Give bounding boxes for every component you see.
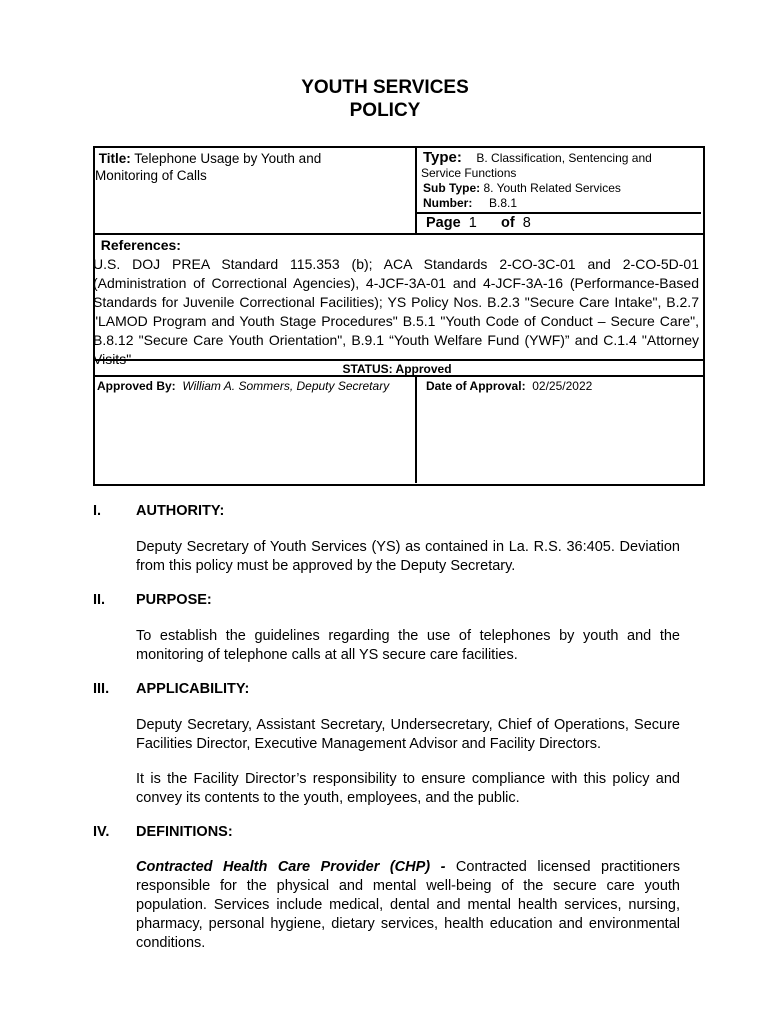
section-number: IV.	[93, 824, 110, 840]
page-cell	[426, 215, 531, 232]
divider-title-refs	[93, 233, 703, 235]
applicability-paragraph-1: Deputy Secretary, Assistant Secretary, Undersecretary, Chief of Operations, Secure Facilities Director, Executive Management Advisor and Facility Directors.	[136, 717, 680, 752]
type-cell	[423, 149, 699, 211]
page-label: Page	[426, 215, 461, 231]
title-value-2: Monitoring of Calls	[95, 168, 207, 183]
date-label: Date of Approval:	[426, 379, 526, 393]
references-cell	[93, 236, 699, 369]
title-label: Title:	[98, 151, 131, 166]
approved-by-cell	[97, 379, 389, 394]
section-number: I.	[93, 503, 102, 519]
number-value: B.8.1	[489, 196, 518, 210]
divider-vertical-top	[415, 146, 417, 234]
title-cell	[95, 150, 411, 184]
approved-by-label: Approved By:	[97, 379, 176, 393]
page-number: 1	[468, 215, 477, 231]
definition-term: Contracted Health Care Provider (CHP) -	[136, 859, 446, 875]
section-number: II.	[93, 592, 106, 608]
divider-vertical-bottom	[415, 375, 417, 483]
authority-paragraph: Deputy Secretary of Youth Services (YS) as contained in La. R.S. 36:405. Deviation from this policy must be approved by the Deputy Secretary.	[136, 539, 680, 574]
type-value-2: Service Functions	[421, 166, 517, 180]
applicability-paragraph-2: It is the Facility Director’s responsibility to ensure compliance with this policy and convey its contents to the youth, employees, and the public.	[136, 771, 680, 806]
status-badge: STATUS: Approved	[342, 362, 452, 376]
date-value: 02/25/2022	[532, 379, 593, 393]
title-value-1: Telephone Usage by Youth and	[134, 151, 322, 166]
number-label: Number:	[423, 196, 473, 210]
title-line-1: YOUTH SERVICES	[301, 77, 469, 98]
document-title	[0, 76, 770, 122]
subtype-label: Sub Type:	[423, 181, 481, 195]
definition-text: Contracted licensed practitioners responsible for the physical and mental well-being of the secure care youth population. Services include medical, dental and mental health services, nursing, pharmacy, personal hygiene, dietary services, health education and environmental conditions.	[136, 859, 680, 951]
section-heading: DEFINITIONS:	[136, 824, 233, 840]
references-text: U.S. DOJ PREA Standard 115.353 (b); ACA Standards 2-CO-3C-01 and 2-CO-5D-01 (Administration of Correctional Agencies), 4-JCF-3A-01 and 4-JCF-3A-16 (Performance-Based Standards for Juvenile Correctional Facilities); YS Policy Nos. B.2.3 "Secure Care Intake", B.2.7 "LAMOD Program and Youth Stage Procedures" B.5.1 "Youth Code of Conduct – Secure Care", B.8.12 "Secure Care Youth Orientation", B.9.1 “Youth Welfare Fund (YWF)” and C.1.4 "Attorney Visits"	[93, 256, 699, 367]
of-label: of	[500, 215, 515, 231]
section-heading: AUTHORITY:	[136, 503, 225, 519]
date-of-approval-cell	[426, 379, 592, 394]
title-line-2: POLICY	[349, 100, 421, 121]
section-heading: APPLICABILITY:	[136, 681, 250, 697]
purpose-paragraph: To establish the guidelines regarding the use of telephones by youth and the monitoring of telephone calls at all YS secure care facilities.	[136, 628, 680, 663]
section-heading: PURPOSE:	[136, 592, 212, 608]
page-count: 8	[522, 215, 531, 231]
subtype-value: 8. Youth Related Services	[483, 181, 621, 195]
type-value-1: B. Classification, Sentencing and	[476, 151, 652, 165]
policy-header-table	[93, 146, 703, 484]
references-label: References:	[100, 237, 181, 253]
definition-chp	[136, 858, 680, 953]
type-label: Type:	[423, 149, 462, 166]
approved-by-value: William A. Sommers, Deputy Secretary	[182, 379, 390, 393]
section-number: III.	[93, 681, 110, 697]
divider-type-page	[415, 212, 701, 214]
